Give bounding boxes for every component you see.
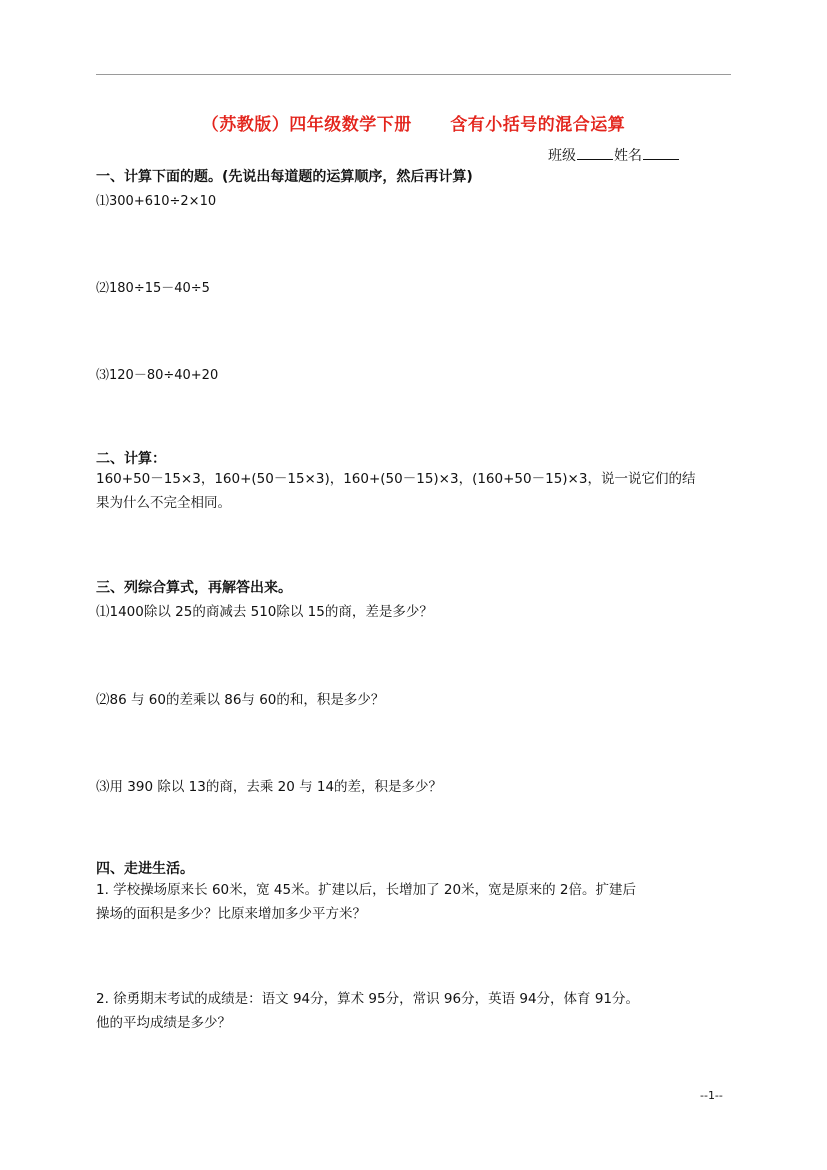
section-2-heading: 二、计算： (96, 451, 166, 467)
s3-item-3: ⑶用 390 除以 13的商，去乘 20 与 14的差，积是多少？ (96, 779, 443, 795)
class-blank (577, 147, 613, 160)
page-number: --1-- (700, 1089, 723, 1102)
s2-paragraph (96, 467, 696, 515)
s1-item-3: ⑶120－80÷40+20 (96, 368, 219, 383)
s3-item-2: ⑵86 与 60的差乘以 86与 60的和，积是多少？ (96, 692, 385, 708)
section-1-heading: 一、计算下面的题。(先说出每道题的运算顺序，然后再计算) (96, 169, 473, 185)
section-3-heading: 三、列综合算式，再解答出来。 (96, 580, 292, 596)
s4-q1-line-2: 操场的面积是多少？比原来增加多少平方米？ (96, 906, 366, 922)
s1-item-2: ⑵180÷15－40÷5 (96, 281, 210, 296)
s4-q2-line-1: 2. 徐勇期末考试的成绩是：语文 94分，算术 95分，常识 96分，英语 94分，体育 91分。 (96, 991, 640, 1007)
s1-item-1: ⑴300+610÷2×10 (96, 194, 217, 209)
section-4-heading: 四、走进生活。 (96, 861, 194, 877)
name-blank (643, 147, 679, 160)
s2-line-1: 160+50－15×3，160+(50－15×3)，160+(50－15)×3，(160+50－15)×3，说一说它们的结 (96, 471, 696, 487)
s4-q2-line-2: 他的平均成绩是多少？ (96, 1015, 231, 1031)
s2-line-2: 果为什么不完全相同。 (96, 495, 231, 511)
class-label: 班级 (548, 148, 576, 164)
s3-item-1: ⑴1400除以 25的商减去 510除以 15的商，差是多少？ (96, 604, 433, 620)
header-rule (96, 74, 731, 75)
s4-q1-line-1: 1. 学校操场原来长 60米，宽 45米。扩建以后，长增加了 20米，宽是原来的 2倍。扩建后 (96, 882, 636, 898)
s4-question-2 (96, 987, 696, 1035)
worksheet-title: （苏教版）四年级数学下册 含有小括号的混合运算 (201, 115, 626, 135)
class-name-fields (548, 145, 680, 165)
name-label: 姓名 (614, 148, 642, 164)
s4-question-1 (96, 878, 696, 926)
